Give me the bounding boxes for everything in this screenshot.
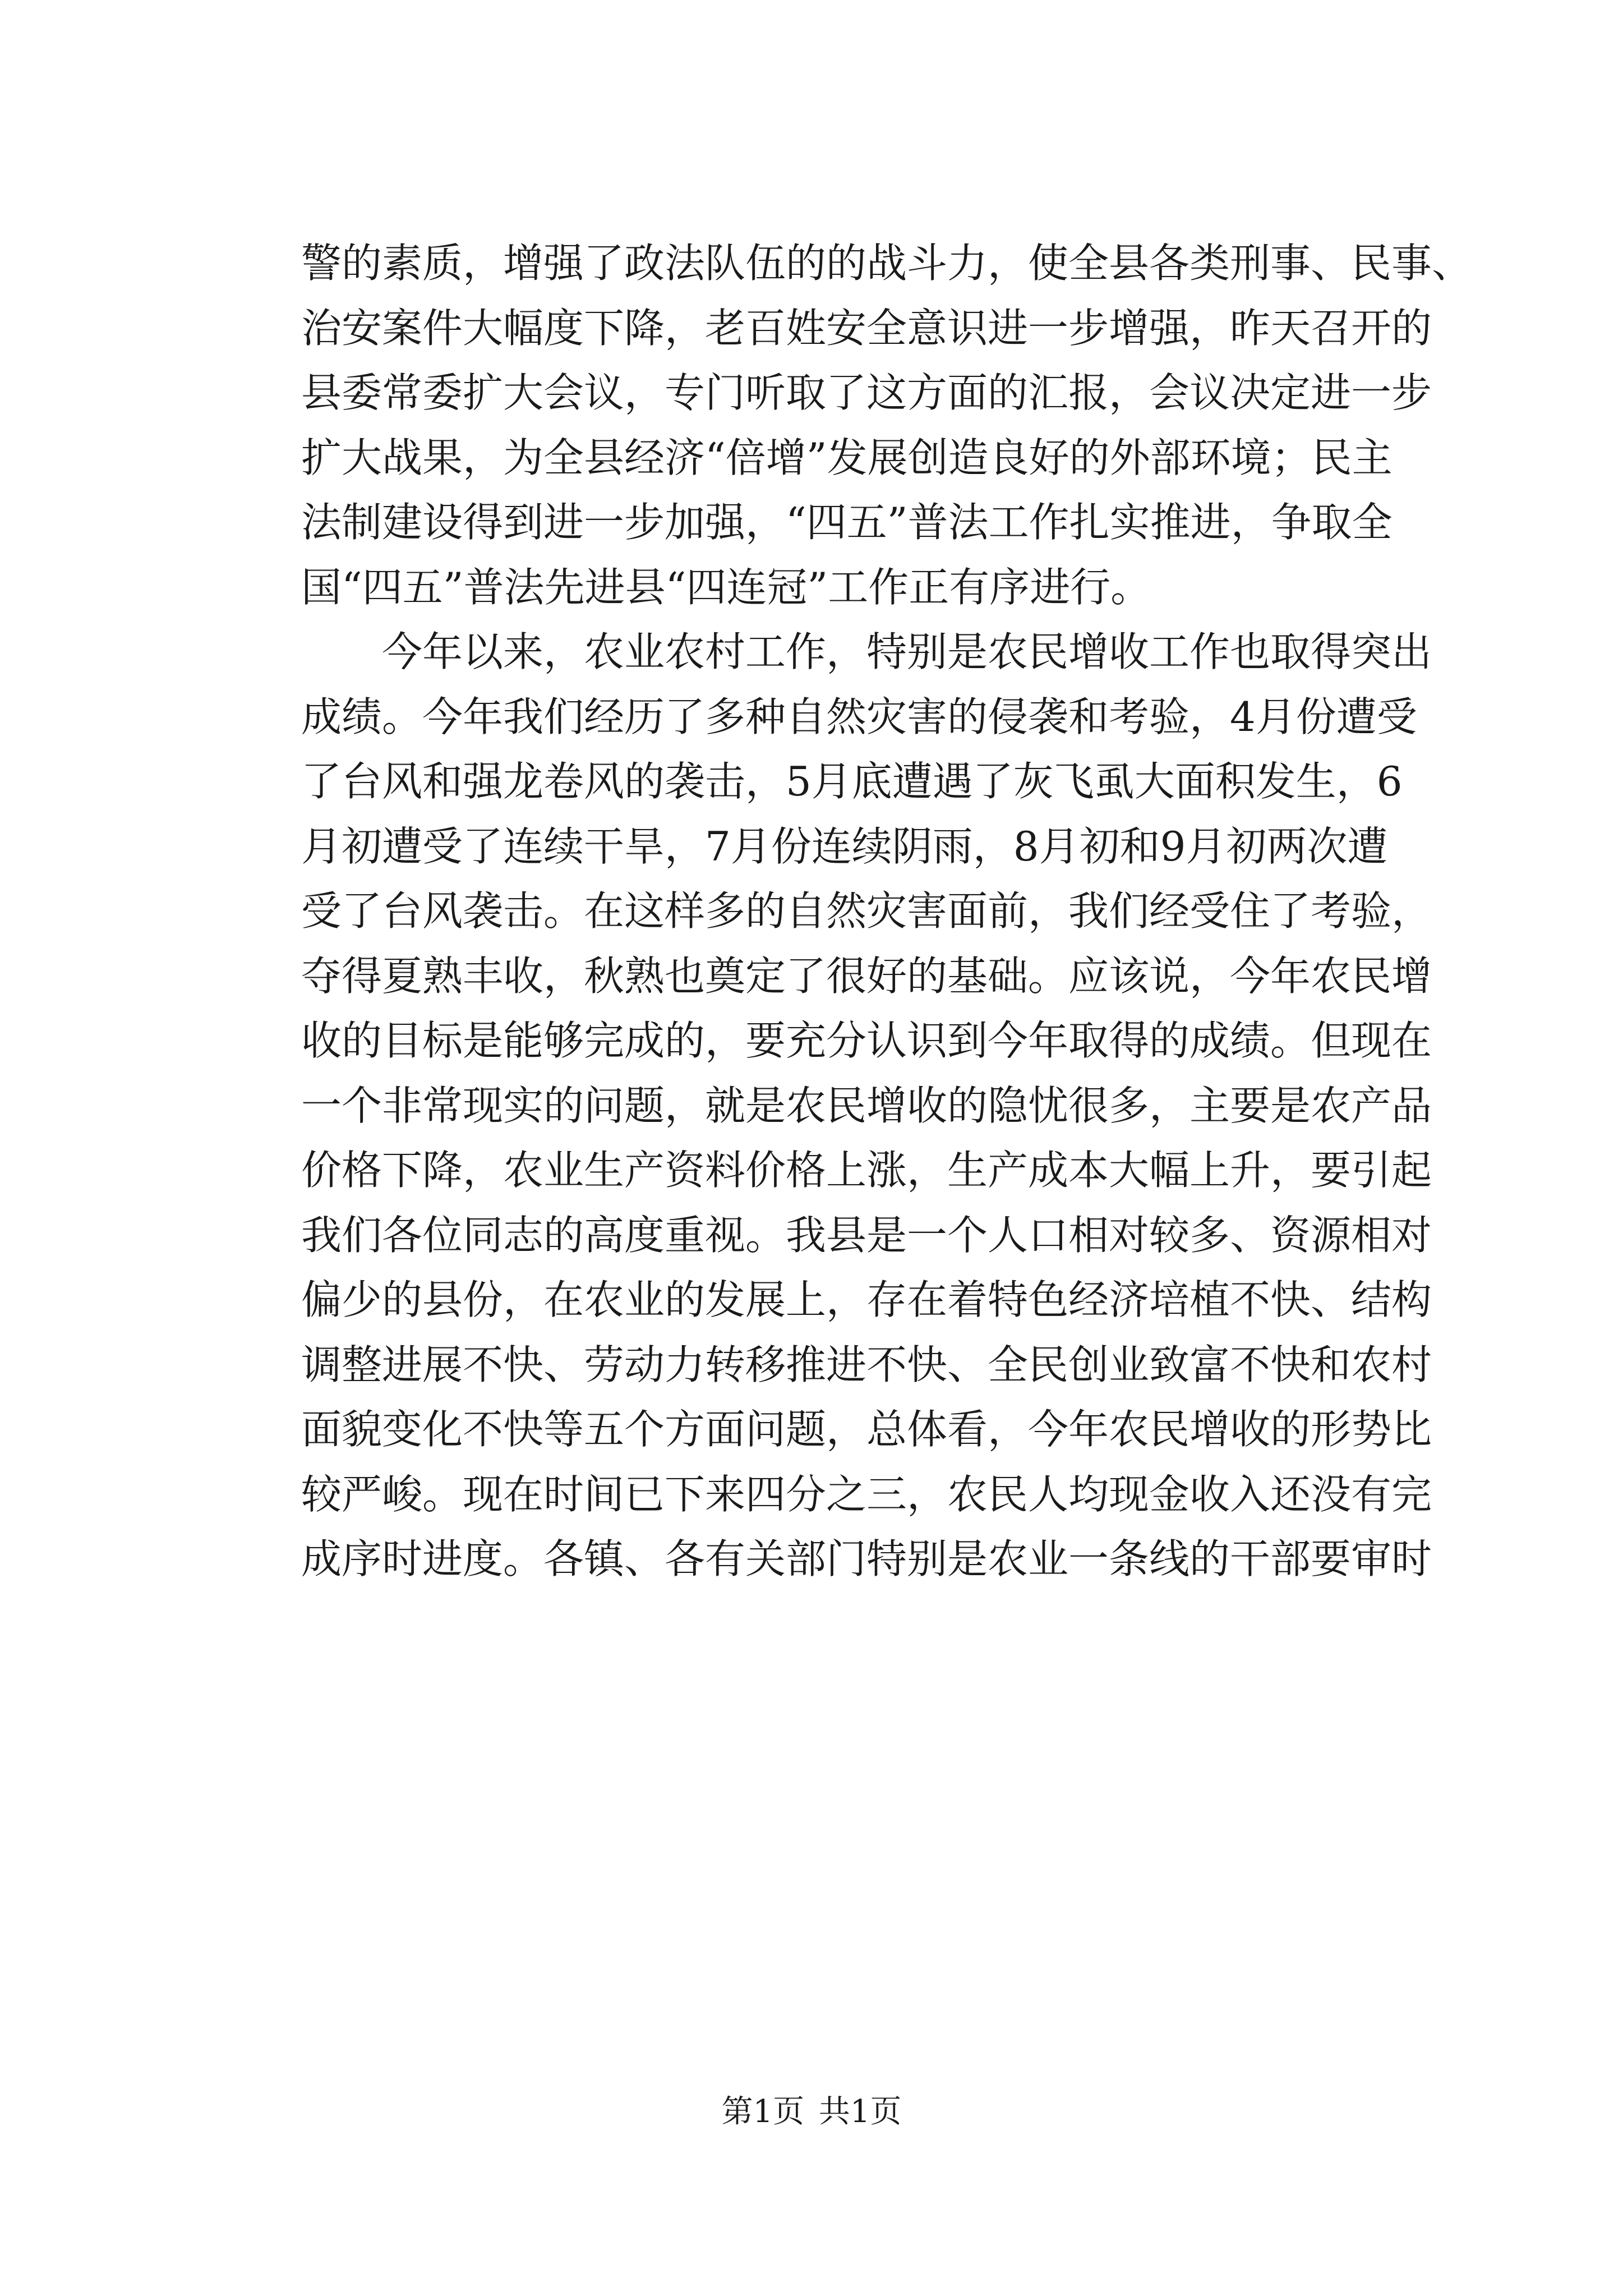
text-line: 扩大战果，为全县经济“倍增”发展创造良好的外部环境；民主 xyxy=(301,434,1393,481)
text-line: 法制建设得到进一步加强，“四五”普法工作扎实推进，争取全 xyxy=(301,499,1393,546)
text-line: 国“四五”普法先进县“四连冠”工作正有序进行。 xyxy=(301,563,1151,611)
text-line: 成序时进度。各镇、各有关部门特别是农业一条线的干部要审时 xyxy=(301,1535,1432,1582)
text-line: 我们各位同志的高度重视。我县是一个人口相对较多、资源相对 xyxy=(301,1211,1432,1259)
document-body xyxy=(301,231,1473,1592)
text-line: 治安案件大幅度下降，老百姓安全意识进一步增强，昨天召开的 xyxy=(301,304,1432,352)
text-line: 面貌变化不快等五个方面问题，总体看，今年农民增收的形势比 xyxy=(301,1406,1432,1453)
text-line: 较严峻。现在时间已下来四分之三，农民人均现金收入还没有完 xyxy=(301,1470,1432,1518)
text-line: 今年以来，农业农村工作，特别是农民增收工作也取得突出 xyxy=(301,628,1432,675)
text-line: 收的目标是能够完成的，要充分认识到今年取得的成绩。但现在 xyxy=(301,1017,1432,1064)
text-line: 警的素质，增强了政法队伍的的战斗力，使全县各类刑事、民事、 xyxy=(301,240,1473,287)
text-line: 成绩。今年我们经历了多种自然灾害的侵袭和考验，4月份遭受 xyxy=(301,693,1417,740)
text-line: 偏少的县份，在农业的发展上，存在着特色经济培植不快、结构 xyxy=(301,1276,1432,1323)
text-line: 调整进展不快、劳动力转移推进不快、全民创业致富不快和农村 xyxy=(301,1341,1432,1388)
text-line: 夺得夏熟丰收，秋熟也奠定了很好的基础。应该说，今年农民增 xyxy=(301,952,1432,1000)
text-line: 了台风和强龙卷风的袭击，5月底遭遇了灰飞虱大面积发生，6 xyxy=(301,758,1403,805)
page-number: 第1页 xyxy=(721,2093,805,2130)
text-line: 一个非常现实的问题，就是农民增收的隐忧很多，主要是农产品 xyxy=(301,1082,1432,1129)
text-line: 月初遭受了连续干旱，7月份连续阴雨，8月初和9月初两次遭 xyxy=(301,822,1388,870)
page-footer xyxy=(0,2087,1623,2132)
text-line: 价格下降，农业生产资料价格上涨，生产成本大幅上升，要引起 xyxy=(301,1147,1432,1194)
text-line: 受了台风袭击。在这样多的自然灾害面前，我们经受住了考验， xyxy=(301,887,1432,935)
text-line: 县委常委扩大会议，专门听取了这方面的汇报，会议决定进一步 xyxy=(301,369,1432,416)
page-total: 共1页 xyxy=(818,2093,902,2130)
